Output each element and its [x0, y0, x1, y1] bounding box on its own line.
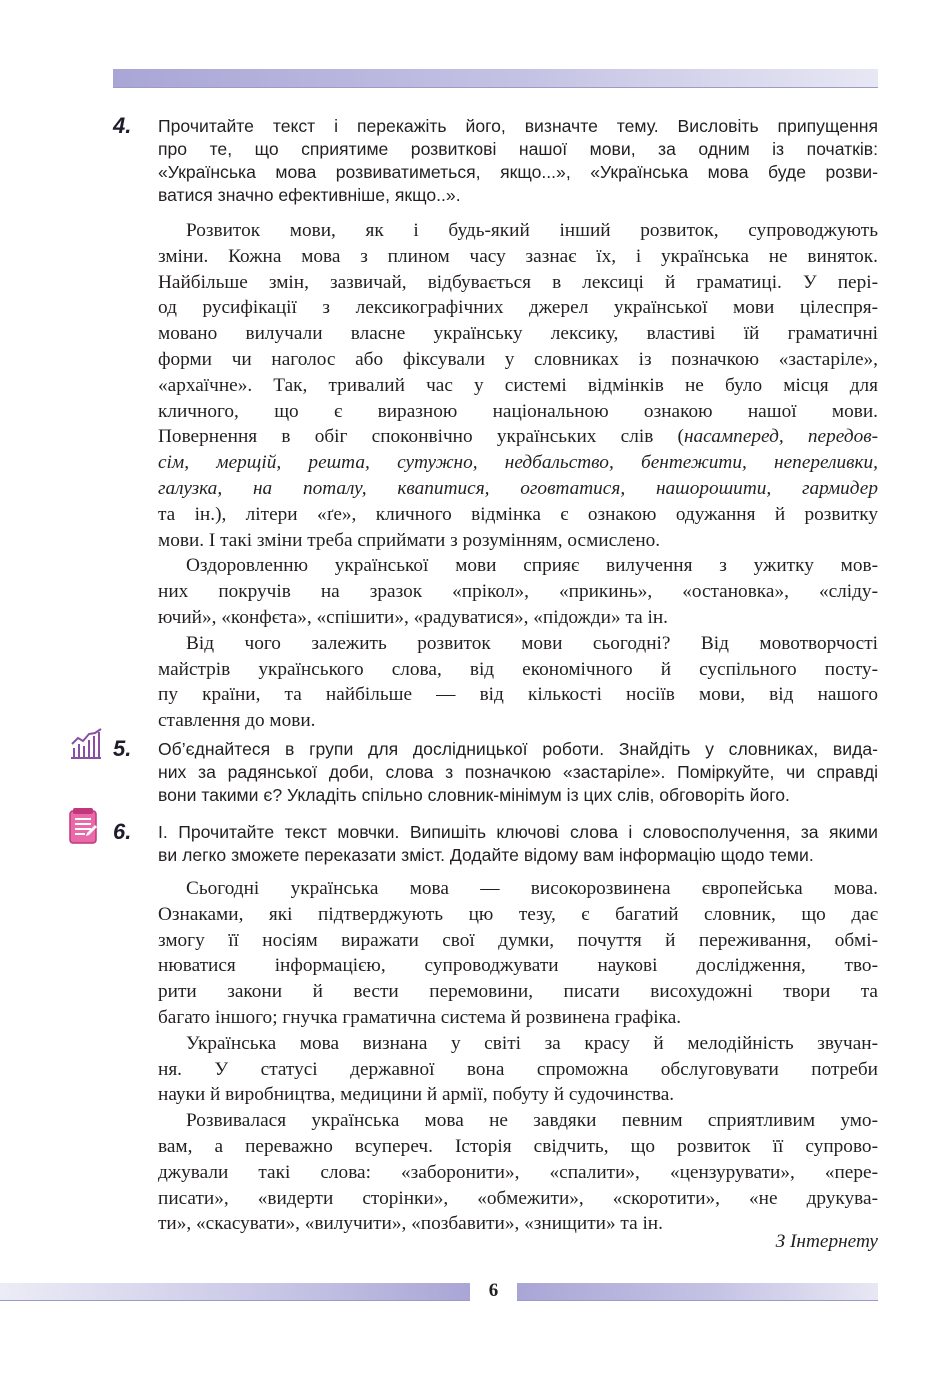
text-line: вам, а переважно всупереч. Історія свідчить, що розвиток її супрово-	[158, 1135, 878, 1157]
reading-text-2	[158, 876, 878, 1237]
text-line: ня. У статусі державної вона спроможна обслуговувати потреби	[158, 1058, 878, 1080]
task-number: 5.	[113, 736, 132, 761]
text-line: нюватися інформацією, супроводжувати наукові дослідження, тво-	[158, 955, 878, 977]
text-line: мови. І такі зміни треба сприймати з розумінням, осмислено.	[158, 529, 661, 551]
task-number: 4.	[113, 113, 132, 138]
task-instructions	[158, 115, 878, 207]
instruction-line: ви легко зможете переказати зміст. Додайте відому вам інформацію щодо теми.	[158, 845, 814, 865]
instruction-line: «Українська мова розвиватиметься, якщо...», «Українська мова буде розви-	[158, 162, 878, 182]
text-line: зміни. Кожна мова з плином часу зазнає їх, і українська не виняток.	[158, 245, 878, 267]
research-chart-icon	[69, 728, 103, 765]
page-number: 6	[488, 1280, 499, 1301]
instruction-line: Прочитайте текст і перекажіть його, визначте тему. Висловіть припущення	[158, 116, 878, 136]
notebook-icon	[69, 807, 99, 850]
text-line: Розвиток мови, як і будь-який інший розвиток, супроводжують	[186, 220, 878, 241]
italic-word-list: сім, мерщій, решта, сутужно, недбальство, бентежити, непереливки,	[158, 452, 878, 474]
text-line: ставлення до мови.	[158, 710, 316, 732]
text-line: «архаїчне». Так, тривалий час у системі відмінків не було місця для	[158, 374, 878, 396]
instruction-line: Об’єднайтеся в групи для дослідницької роботи. Знайдіть у словниках, вида-	[158, 739, 878, 759]
instruction-line: ватися значно ефективніше, якщо..».	[158, 185, 461, 205]
text-line: них покручів на зразок «прікол», «прикинь», «остановка», «сліду-	[158, 581, 878, 603]
text-line: джували такі слова: «заборонити», «спалити», «цензурувати», «пере-	[158, 1161, 878, 1183]
instruction-line: вони такими є? Укладіть спільно словник-мінімум із цих слів, обговоріть його.	[158, 785, 790, 805]
footer-band-right	[517, 1283, 878, 1301]
text-line: пу країни, та найбільше — від кількості носіїв мови, від нашого	[158, 684, 878, 706]
text-fragment: Повернення в обіг споконвічно українських слів (	[158, 426, 684, 448]
instruction-line: про те, що сприятиме розвиткові нашої мови, за одним із початків:	[158, 139, 878, 159]
text-line: Розвивалася українська мова не завдяки певним сприятливим умо-	[186, 1110, 878, 1132]
text-line: Українська мова визнана у світі за красу й мелодійність звучан-	[186, 1032, 878, 1054]
text-line: од русифікації з лексикографічних джерел української мови цілеспря-	[158, 297, 878, 319]
text-line-mixed	[158, 424, 878, 450]
text-line: Найбільше змін, зазвичай, відбувається в лексиці й граматиці. У пері-	[158, 271, 878, 293]
text-line: мовано вилучали власне українську лексику, властиві їй граматичні	[158, 323, 878, 345]
text-line: Сьогодні українська мова — високорозвинена європейська мова.	[186, 878, 878, 899]
text-line: та ін.), літери «ґе», кличного відмінка є ознакою одужання й розвитку	[158, 503, 878, 525]
task-instructions	[158, 821, 878, 867]
text-line: кличного, що є виразною національною ознакою нашої мови.	[158, 400, 878, 422]
instruction-line: них за радянської доби, слова з позначкою «застаріле». Поміркуйте, чи справді	[158, 762, 878, 782]
text-line: ючий», «конфєта», «спішити», «радуватися», «підожди» та ін.	[158, 606, 668, 628]
footer-band-left	[0, 1283, 470, 1301]
text-line	[158, 476, 878, 502]
text-line: писати», «видерти сторінки», «обмежити», «скоротити», «не друкува-	[158, 1187, 878, 1209]
italic-word-list: галузка, на поталу, квапитися, оговтатися, нашорошити, гармидер	[158, 477, 878, 499]
text-line: майстрів українського слова, від економічного й суспільного посту-	[158, 658, 878, 680]
text-line: ти», «скасувати», «вилучити», «позбавити», «знищити» та ін.	[158, 1213, 663, 1235]
instruction-line: І. Прочитайте текст мовчки. Випишіть ключові слова і словосполучення, за якими	[158, 822, 878, 842]
text-line	[158, 450, 878, 476]
text-line: змогу її носіям виражати свої думки, почуття й переживання, обмі-	[158, 929, 878, 951]
text-line: Ознаками, які підтверджують цю тезу, є багатий словник, що дає	[158, 903, 878, 925]
text-line: Від чого залежить розвиток мови сьогодні? Від мовотворчості	[186, 632, 878, 654]
text-line: науки й виробництва, медицини й армії, побуту й судочинства.	[158, 1084, 675, 1106]
text-line: форми чи наголос або фіксували у словниках із позначкою «застаріле»,	[158, 348, 878, 370]
text-line: багато іншого; гнучка граматична система й розвинена графіка.	[158, 1006, 682, 1028]
task-number: 6.	[113, 819, 132, 844]
reading-text-1	[158, 218, 878, 734]
text-line: рити закони й вести перемовини, писати висохудожні твори та	[158, 981, 878, 1003]
text-source: З Інтернету	[775, 1231, 878, 1252]
text-line: Оздоровленню української мови сприяє вилучення з ужитку мов-	[186, 555, 878, 577]
header-band	[113, 69, 878, 88]
italic-word-list: насамперед, передов-	[683, 426, 879, 448]
task-instructions	[158, 738, 878, 807]
